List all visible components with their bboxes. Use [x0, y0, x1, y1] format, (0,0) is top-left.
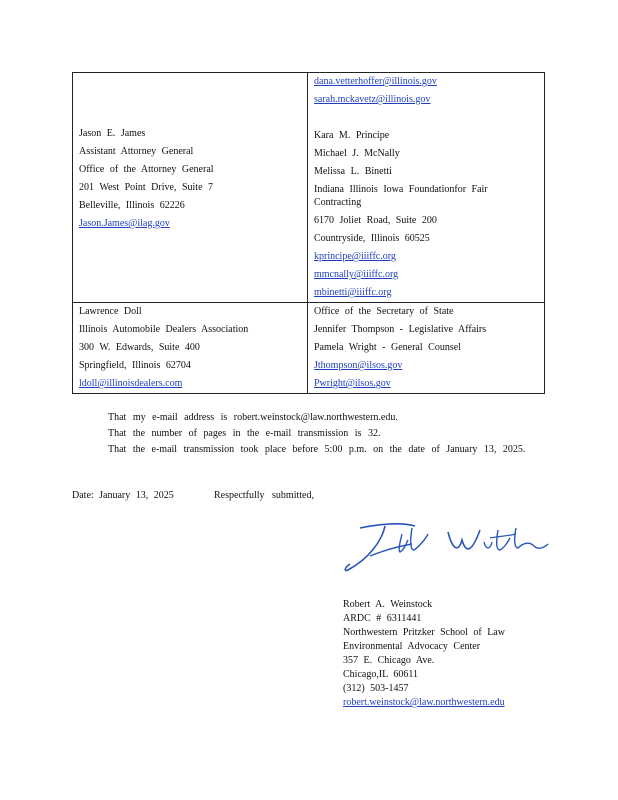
- signer-street: 357 E. Chicago Ave.: [343, 655, 435, 666]
- signer-school: Northwestern Pritzker School of Law: [343, 627, 505, 638]
- recipient-name: Kara M. Principe: [314, 130, 390, 141]
- recipient-name: Michael J. McNally: [314, 148, 400, 159]
- recipient-email-link[interactable]: dana.vetterhoffer@illinois.gov: [314, 76, 437, 87]
- service-cell-iiiffc: [308, 73, 545, 303]
- recipient-organization: Indiana Illinois Iowa Foundationfor Fair Contracting: [314, 184, 488, 208]
- recipient-name: Lawrence Doll: [79, 306, 142, 317]
- recipient-name: Pamela Wright - General Counsel: [314, 342, 461, 353]
- recipient-street: 300 W. Edwards, Suite 400: [79, 342, 200, 353]
- date-text: Date: January 13, 2025: [72, 490, 174, 501]
- service-list-table: [72, 72, 545, 394]
- recipient-organization: Illinois Automobile Dealers Association: [79, 324, 249, 335]
- signer-center: Environmental Advocacy Center: [343, 641, 481, 652]
- spacer: [314, 109, 538, 127]
- signer-phone: (312) 503-1457: [343, 683, 409, 694]
- recipient-email-link[interactable]: Jthompson@ilsos.gov: [314, 360, 403, 371]
- table-row: [73, 303, 545, 394]
- signature-block: [343, 598, 573, 710]
- recipient-city: Belleville, Illinois 62226: [79, 200, 185, 211]
- recipient-name: Melissa L. Binetti: [314, 166, 392, 177]
- recipient-name: Jason E. James: [79, 128, 146, 139]
- recipient-email-link[interactable]: Jason.James@ilag.gov: [79, 218, 170, 229]
- recipient-email-link[interactable]: kprincipe@iiiffc.org: [314, 251, 396, 262]
- recipient-office: Office of the Secretary of State: [314, 306, 454, 317]
- signer-email-link[interactable]: robert.weinstock@law.northwestern.edu: [343, 697, 505, 708]
- table-row: [73, 73, 545, 303]
- signer-city: Chicago,IL 60611: [343, 669, 419, 680]
- signer-name: Robert A. Weinstock: [343, 599, 433, 610]
- recipient-email-link[interactable]: ldoll@illinoisdealers.com: [79, 378, 183, 389]
- recipient-title: Assistant Attorney General: [79, 146, 194, 157]
- service-cell-secretary-of-state: [308, 303, 545, 394]
- signer-ardc: ARDC # 6311441: [343, 613, 422, 624]
- recipient-name: Jennifer Thompson - Legislative Affairs: [314, 324, 487, 335]
- respectfully-submitted: Respectfully submitted,: [214, 490, 314, 501]
- recipient-street: 201 West Point Drive, Suite 7: [79, 182, 214, 193]
- service-cell-attorney-general: [73, 73, 308, 303]
- recipient-office: Office of the Attorney General: [79, 164, 214, 175]
- recipient-street: 6170 Joliet Road, Suite 200: [314, 215, 437, 226]
- recipient-city: Countryside, Illinois 60525: [314, 233, 430, 244]
- certification-statements: [108, 410, 558, 458]
- recipient-city: Springfield, Illinois 62704: [79, 360, 191, 371]
- service-cell-dealers-association: [73, 303, 308, 394]
- recipient-email-link[interactable]: sarah.mckavetz@illinois.gov: [314, 94, 431, 105]
- recipient-email-link[interactable]: mmcnally@iiiffc.org: [314, 269, 399, 280]
- statement-page-count: That the number of pages in the e-mail transmission is 32.: [108, 428, 381, 439]
- statement-transmission-time: That the e-mail transmission took place before 5:00 p.m. on the date of January 13, 2025.: [108, 444, 526, 455]
- recipient-email-link[interactable]: mbinetti@iiiffc.org: [314, 287, 392, 298]
- recipient-email-link[interactable]: Pwright@ilsos.gov: [314, 378, 391, 389]
- statement-email-address: That my e-mail address is robert.weinstock@law.northwestern.edu.: [108, 412, 398, 423]
- handwritten-signature: [340, 520, 550, 575]
